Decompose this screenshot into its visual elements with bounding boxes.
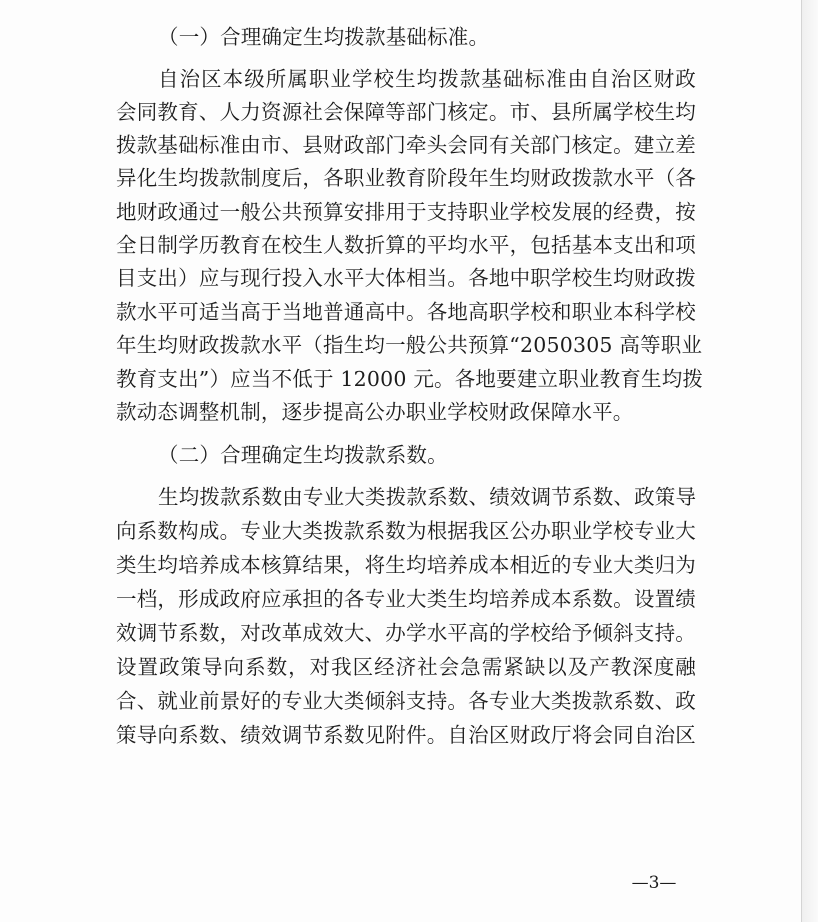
page-edge-shadow bbox=[802, 0, 818, 922]
paragraph-line: 目支出）应与现行投入水平大体相当。各地中职学校生均财政拨 bbox=[116, 266, 696, 290]
paragraph-line: 一档，形成政府应承担的各专业大类生均培养成本系数。设置绩 bbox=[116, 587, 696, 611]
paragraph-line: 类生均培养成本核算结果，将生均培养成本相近的专业大类归为 bbox=[116, 553, 696, 577]
section-heading-2: （二）合理确定生均拨款系数。 bbox=[158, 443, 448, 467]
paragraph-line: 地财政通过一般公共预算安排用于支持职业学校发展的经费，按 bbox=[116, 200, 696, 224]
paragraph-line: 设置政策导向系数，对我区经济社会急需紧缺以及产教深度融 bbox=[116, 655, 696, 679]
section-heading-1: （一）合理确定生均拨款基础标准。 bbox=[158, 25, 490, 49]
paragraph-line: 策导向系数、绩效调节系数见附件。自治区财政厅将会同自治区 bbox=[116, 723, 696, 747]
paragraph-line: 款动态调整机制，逐步提高公办职业学校财政保障水平。 bbox=[116, 400, 634, 424]
paragraph-line: 生均拨款系数由专业大类拨款系数、绩效调节系数、政策导 bbox=[158, 485, 697, 509]
paragraph-line: 异化生均拨款制度后，各职业教育阶段年生均财政拨款水平（各 bbox=[116, 166, 696, 190]
paragraph-line: 年生均财政拨款水平（指生均一般公共预算“2050305 高等职业 bbox=[116, 333, 703, 357]
paragraph-line: 教育支出”）应当不低于 12000 元。各地要建立职业教育生均拨 bbox=[116, 367, 704, 391]
page-number: —3— bbox=[631, 873, 677, 893]
paragraph-line: 会同教育、人力资源社会保障等部门核定。市、县所属学校生均 bbox=[116, 100, 696, 124]
paragraph-line: 自治区本级所属职业学校生均拨款基础标准由自治区财政 bbox=[158, 67, 696, 91]
paragraph-line: 拨款基础标准由市、县财政部门牵头会同有关部门核定。建立差 bbox=[116, 133, 696, 157]
paragraph-line: 全日制学历教育在校生人数折算的平均水平，包括基本支出和项 bbox=[116, 233, 696, 257]
paragraph-line: 合、就业前景好的专业大类倾斜支持。各专业大类拨款系数、政 bbox=[116, 689, 696, 713]
paragraph-line: 效调节系数，对改革成效大、办学水平高的学校给予倾斜支持。 bbox=[116, 621, 696, 645]
paragraph-line: 向系数构成。专业大类拨款系数为根据我区公办职业学校专业大 bbox=[116, 519, 696, 543]
paragraph-line: 款水平可适当高于当地普通高中。各地高职学校和职业本科学校 bbox=[116, 300, 696, 324]
